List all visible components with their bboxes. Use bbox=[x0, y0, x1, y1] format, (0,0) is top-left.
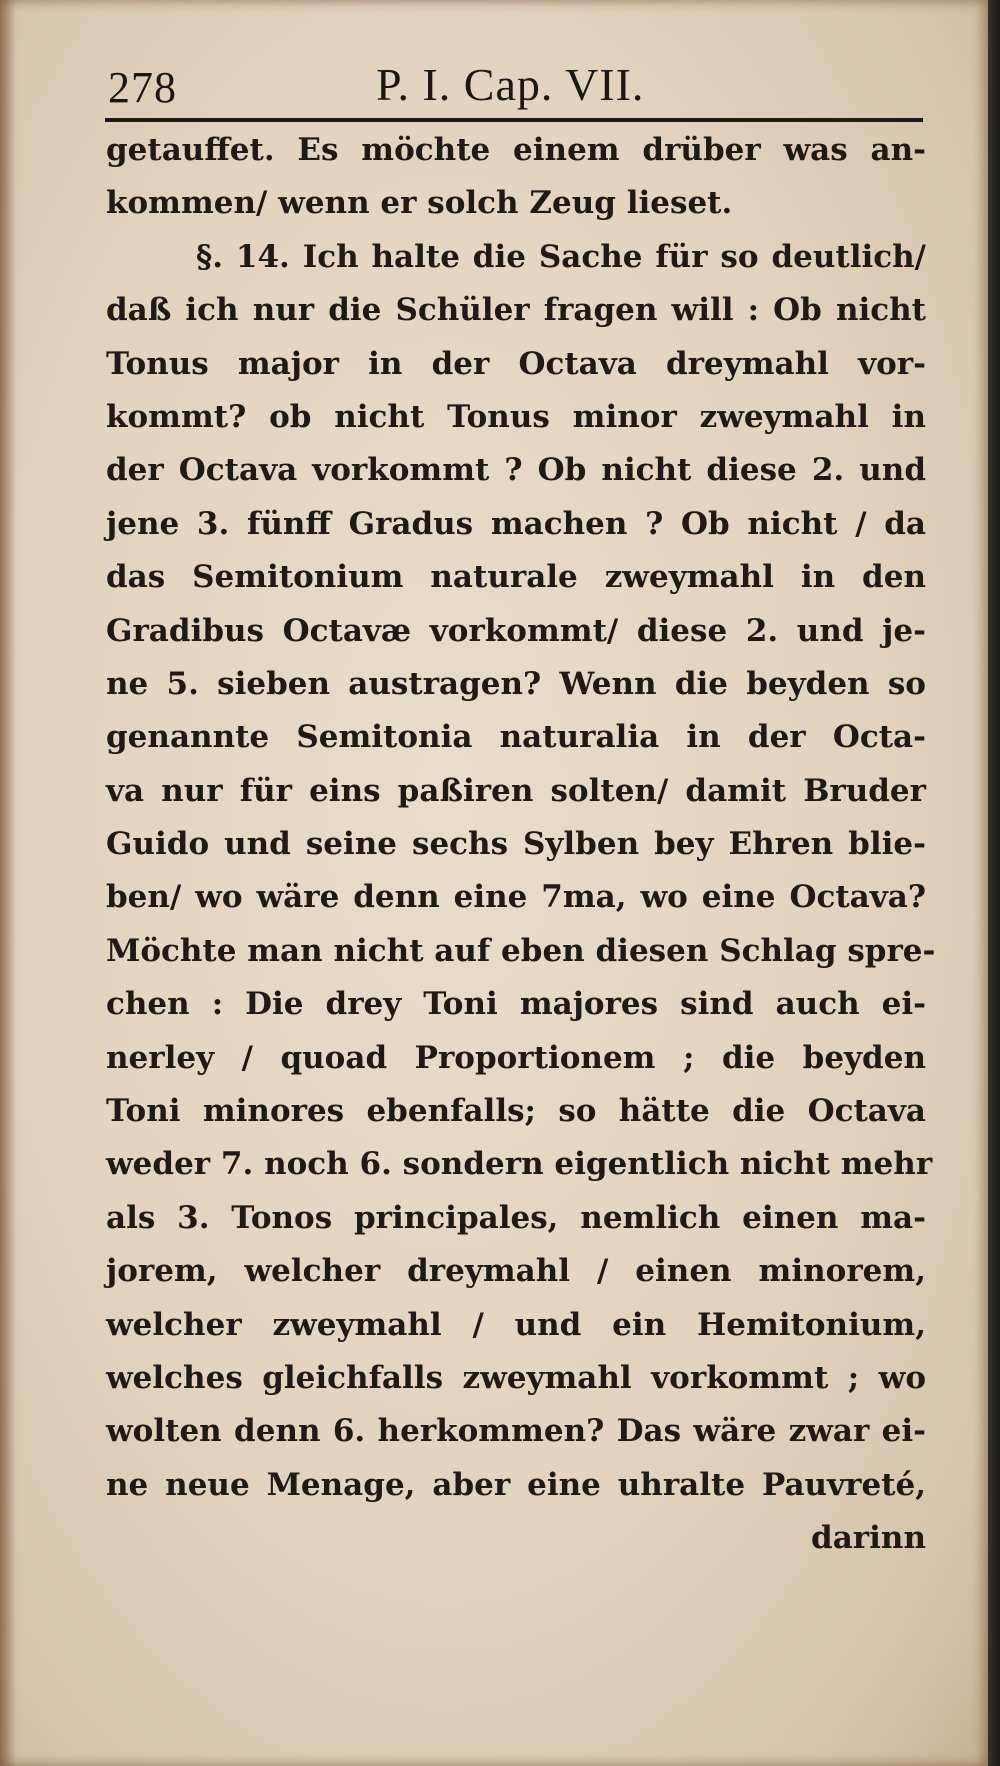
text-line: ben/ wo wäre denn eine 7ma, wo eine Octava? bbox=[106, 879, 926, 916]
page-header bbox=[108, 58, 923, 118]
text-line: das Semitonium naturale zweymahl in den bbox=[106, 559, 926, 596]
text-line: welcher zweymahl / und ein Hemitonium, bbox=[106, 1306, 926, 1343]
catchword: darinn bbox=[811, 1520, 926, 1557]
text-line: §. 14. Ich halte die Sache für so deutlich/ bbox=[196, 238, 926, 275]
text-line: Guido und seine sechs Sylben bey Ehren blie- bbox=[106, 826, 926, 863]
text-line: kommt? ob nicht Tonus minor zweymahl in bbox=[106, 398, 926, 435]
text-line: va nur für eins paßiren solten/ damit Bruder bbox=[106, 772, 926, 809]
text-line: daß ich nur die Schüler fragen will : Ob nicht bbox=[106, 292, 926, 329]
text-line: wolten denn 6. herkommen? Das wäre zwar ei- bbox=[106, 1413, 926, 1450]
text-line: ne neue Menage, aber eine uhralte Pauvreté, bbox=[106, 1466, 926, 1503]
text-line: genannte Semitonia naturalia in der Octa- bbox=[106, 719, 926, 756]
header-rule bbox=[105, 118, 923, 122]
text-line: jene 3. fünff Gradus machen ? Ob nicht / da bbox=[106, 505, 926, 542]
text-line: Möchte man nicht auf eben diesen Schlag spre- bbox=[106, 932, 936, 969]
text-line: jorem, welcher dreymahl / einen minorem, bbox=[106, 1253, 926, 1290]
text-line: getauffet. Es möchte einem drüber was an- bbox=[106, 132, 926, 168]
text-line: ne 5. sieben austragen? Wenn die beyden so bbox=[106, 665, 926, 702]
text-line: der Octava vorkommt ? Ob nicht diese 2. und bbox=[106, 452, 926, 489]
text-line: Gradibus Octavæ vorkommt/ diese 2. und je- bbox=[106, 612, 926, 649]
body-text bbox=[106, 124, 936, 1566]
text-line: chen : Die drey Toni majores sind auch ei- bbox=[106, 986, 926, 1023]
running-head: P. I. Cap. VII. bbox=[376, 59, 645, 110]
text-line: als 3. Tonos principales, nemlich einen ma- bbox=[106, 1199, 926, 1236]
text-line: welches gleichfalls zweymahl vorkommt ; wo bbox=[106, 1359, 926, 1396]
page-number: 278 bbox=[108, 63, 177, 112]
text-line: kommen/ wenn er solch Zeug lieset. bbox=[106, 185, 733, 222]
book-edge bbox=[988, 0, 1000, 1766]
text-line: nerley / quoad Proportionem ; die beyden bbox=[106, 1039, 926, 1076]
text-line: weder 7. noch 6. sondern eigentlich nicht mehr bbox=[106, 1146, 933, 1183]
text-line: Toni minores ebenfalls; so hätte die Octava bbox=[106, 1093, 926, 1130]
text-line: Tonus major in der Octava dreymahl vor- bbox=[106, 345, 926, 382]
